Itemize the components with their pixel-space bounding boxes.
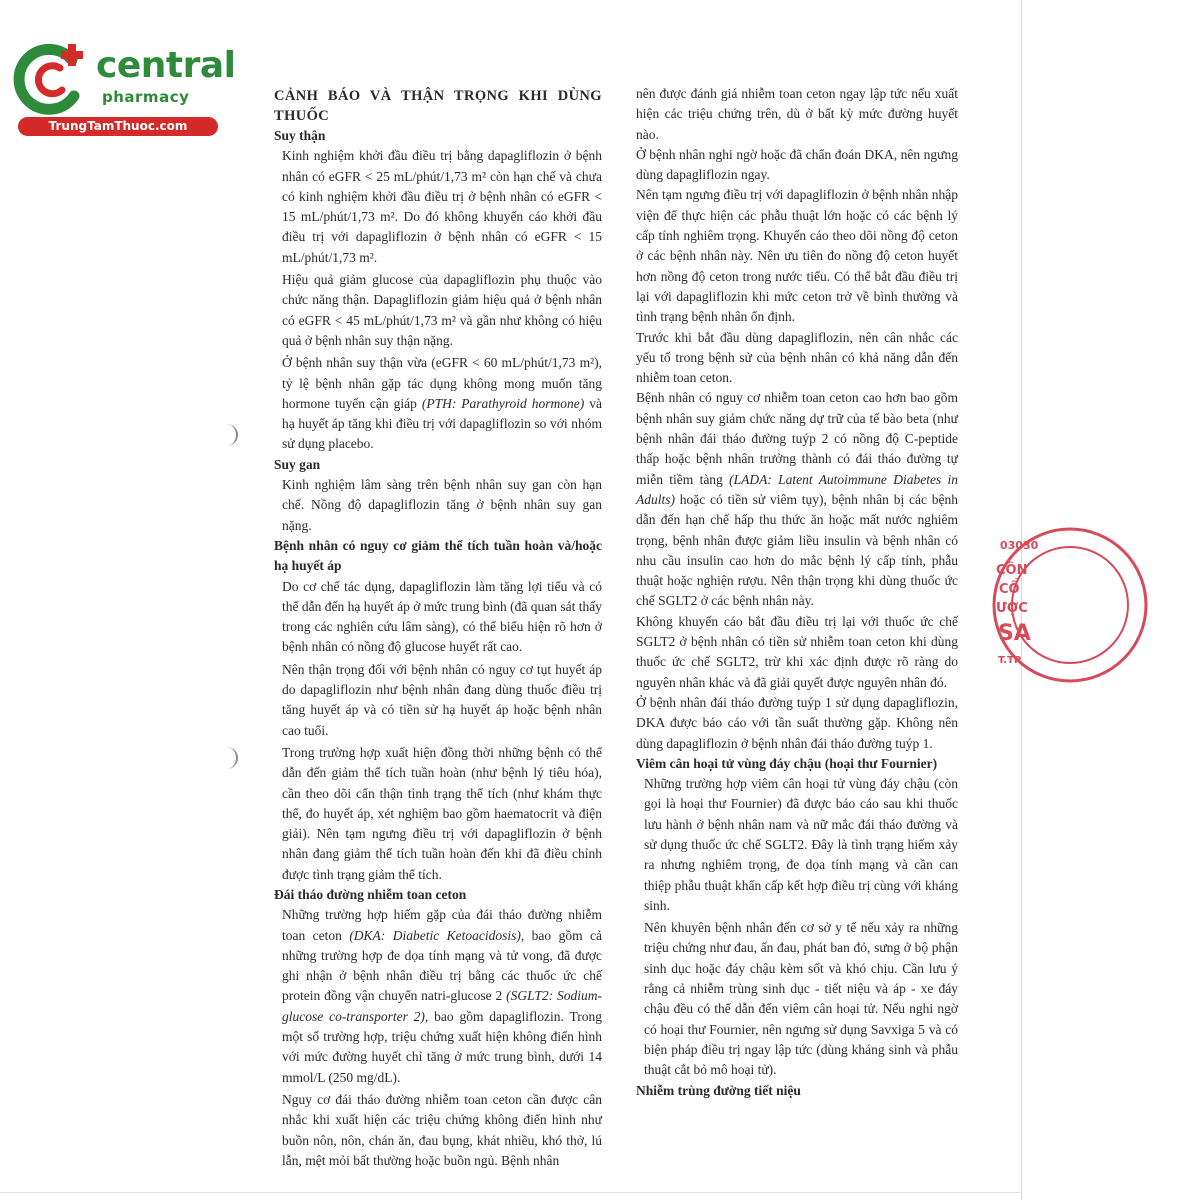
heading-suy-gan: Suy gan xyxy=(274,456,321,472)
punch-hole xyxy=(220,747,238,769)
stamp-text: T.TP xyxy=(998,655,1022,666)
logo-c-cross-icon xyxy=(10,38,94,122)
paragraph xyxy=(274,353,602,454)
heading-fournier: Viêm cân hoại tử vùng đáy chậu (hoại thư Fournier) xyxy=(636,755,938,771)
section-title: CẢNH BÁO VÀ THẬN TRỌNG KHI DÙNG THUỐC xyxy=(274,88,602,124)
paragraph: Những trường hợp viêm cân hoại tử vùng đáy chậu (còn gọi là hoại thư Fournier) đã được báo cáo sau khi thuốc lưu hành ở bệnh nhân nam và nữ mắc đái tháo đường và sử dụng thuốc ức chế SGLT2. Đây là tình trạng hiếm xảy ra nhưng nghiêm trọng, đe dọa tính mạng và cần can thiệp phẫu thuật khẩn cấp kết hợp điều trị cùng với kháng sinh. xyxy=(644,776,958,913)
heading-nhiem-trung: Nhiễm trùng đường tiết niệu xyxy=(636,1082,801,1098)
paragraph: Kinh nghiệm lâm sàng trên bệnh nhân suy gan còn hạn chế. Nồng độ dapagliflozin tăng ở bệnh nhân suy gan nặng. xyxy=(282,477,602,533)
paragraph: Trước khi bắt đầu dùng dapagliflozin, nên cân nhắc các yếu tố trong bệnh sử của bệnh nhân có khả năng dẫn đến nhiễm toan ceton. xyxy=(636,329,958,386)
paragraph: Nguy cơ đái tháo đường nhiễm toan ceton cần được cân nhắc khi xuất hiện các triệu chứng không điển hình như buồn nôn, nôn, chán ăn, đau bụng, khát nhiều, khó thở, lú lẫn, mệt mỏi bất thường hoặc buồn ngủ. Bệnh nhân xyxy=(282,1091,602,1168)
logo-url[interactable]: TrungTamThuoc.com xyxy=(18,117,218,136)
italic-term: (DKA: Diabetic Ketoacidosis) xyxy=(349,927,521,943)
text: Bệnh nhân có nguy cơ nhiễm toan ceton cao hơn bao gồm bệnh nhân suy giảm chức năng dự trữ của tế bào beta (như bệnh nhân đái tháo đường tuýp 2 có nồng độ C-peptide thấp hoặc bệnh nhân trưởng thành có đái tháo đường tự miễn tiềm tàng xyxy=(636,390,958,487)
text: Ở bệnh nhân suy thận vừa (eGFR < 60 mL/phút/1,73 m²), tỷ lệ bệnh nhân gặp tác dụng không mong muốn tăng hormone tuyến cận giáp xyxy=(282,355,602,411)
italic-term: (LADA: Latent Autoimmune Diabetes in Adults) xyxy=(636,471,958,507)
paragraph: nên được đánh giá nhiễm toan ceton ngay lập tức nếu xuất hiện các triệu chứng trên, dù ở bất kỳ mức đường huyết nào. xyxy=(636,86,958,142)
left-column xyxy=(274,82,602,1171)
logo-sub: pharmacy xyxy=(102,88,190,106)
italic-term: (SGLT2: Sodium-glucose co-transporter 2) xyxy=(282,988,602,1024)
punch-hole xyxy=(220,424,238,446)
company-stamp xyxy=(990,525,1039,685)
paragraph xyxy=(274,905,602,1088)
paragraph: Ở bệnh nhân nghi ngờ hoặc đã chẩn đoán DKA, nên ngưng dùng dapagliflozin ngay. xyxy=(636,146,958,183)
stamp-text: ƯỢC xyxy=(996,601,1028,616)
text: , bao gồm dapagliflozin. Trong một số trường hợp, triệu chứng xuất hiện không điển hình với mức đường huyết chỉ tăng ở mức trung bình, dưới 14 mmol/L (250 mg/dL). xyxy=(282,1008,602,1085)
stamp-text: CÔN xyxy=(996,563,1028,578)
text: và hạ huyết áp tăng khi điều trị với dapagliflozin so với nhóm sử dụng placebo. xyxy=(282,395,602,452)
paragraph: Hiệu quả giảm glucose của dapagliflozin phụ thuộc vào chức năng thận. Dapagliflozin giảm hiệu quả ở bệnh nhân có eGFR < 45 mL/phút/1,73 m² và gần như không có hiệu quả ở bệnh nhân suy thận nặng. xyxy=(282,272,602,348)
stamp-text: SA xyxy=(998,621,1031,646)
logo-brand: central xyxy=(96,45,236,86)
text: Những trường hợp hiếm gặp của đái tháo đường nhiễm toan ceton xyxy=(282,907,602,943)
heading-dka: Đái tháo đường nhiễm toan ceton xyxy=(274,886,467,902)
stamp-text: CỔ xyxy=(999,582,1020,597)
paragraph xyxy=(636,388,958,611)
right-column xyxy=(636,84,958,1101)
paragraph: Nên thận trọng đối với bệnh nhân có nguy cơ tụt huyết áp do dapagliflozin như bệnh nhân đang dùng thuốc điều trị tăng huyết áp và có tiền sử hạ huyết áp hoặc bệnh nhân cao tuổi. xyxy=(282,661,602,738)
text: hoặc có tiền sử viêm tụy), bệnh nhân bị các bệnh dẫn đến hạn chế hấp thu thức ăn hoặc mất nước nghiêm trọng, bệnh nhân được giảm liều insulin và bệnh nhân có nhu cầu insulin cao hơn do mắc bệnh lý cấp tính, phẫu thuật hoặc nghiện rượu. Nên thận trọng khi dùng thuốc ức chế SGLT2 ở các bệnh nhân này. xyxy=(636,491,958,609)
central-pharmacy-logo[interactable] xyxy=(10,36,236,136)
paragraph: Nên tạm ngưng điều trị với dapagliflozin ở bệnh nhân nhập viện để thực hiện các phẫu thuật lớn hoặc có các bệnh lý cấp tính nghiêm trọng. Khuyến cáo theo dõi nồng độ ceton ở các bệnh nhân này. Nên ưu tiên đo nồng độ ceton huyết hơn nồng độ ceton trong nước tiểu. Có thể bắt đầu điều trị lại với dapagliflozin khi mức ceton trở về bình thường và tình trạng bệnh nhân ổn định. xyxy=(636,187,958,325)
paragraph: Do cơ chế tác dụng, dapagliflozin làm tăng lợi tiểu và có thể dẫn đến hạ huyết áp ở mức trung bình (đã quan sát thấy trong các nghiên cứu lâm sàng), có thể biểu hiện rõ hơn ở bệnh nhân có nồng độ glucose huyết rất cao. xyxy=(282,578,602,655)
paper-edge-bottom xyxy=(0,1192,1022,1193)
heading-giam-the-tich: Bệnh nhân có nguy cơ giảm thể tích tuần hoàn và/hoặc hạ huyết áp xyxy=(274,537,602,574)
paragraph: Kinh nghiệm khởi đầu điều trị bằng dapagliflozin ở bệnh nhân có eGFR < 25 mL/phút/1,73 m² còn hạn chế và chưa có kinh nghiệm khởi đầu điều trị ở bệnh nhân có eGFR < 15 mL/phút/1,73 m². Do đó không khuyến cáo khởi đầu điều trị với dapagliflozin ở bệnh nhân có eGFR < 15 mL/phút/1,73 m². xyxy=(282,148,602,265)
text: , bao gồm cả những trường hợp đe dọa tính mạng và tử vong, đã được ghi nhận ở bệnh nhân điều trị bằng các thuốc ức chế protein đồng vận chuyển natri-glucose 2 xyxy=(282,927,602,1004)
italic-term: (PTH: Parathyroid hormone) xyxy=(421,395,585,411)
paragraph: Ở bệnh nhân đái tháo đường tuýp 1 sử dụng dapagliflozin, DKA được báo cáo với tần suất thường gặp. Không nên dùng dapagliflozin ở bệnh nhân đái tháo đường tuýp 1. xyxy=(636,694,958,751)
heading-suy-than: Suy thận xyxy=(274,128,326,143)
paragraph: Không khuyến cáo bắt đầu điều trị lại với thuốc ức chế SGLT2 ở bệnh nhân có tiền sử nhiễm toan ceton khi dùng thuốc ức chế SGLT2, trừ khi xác định được rõ ràng do nguyên nhân khác và đã giải quyết được nguyên nhân đó. xyxy=(636,613,958,690)
stamp-text: 03030 xyxy=(1000,539,1039,552)
paragraph: Trong trường hợp xuất hiện đồng thời những bệnh có thể dẫn đến giảm thể tích tuần hoàn (như bệnh lý tiêu hóa), cần theo dõi cẩn thận tình trạng thể tích (như khám thực thể, đo huyết áp, xét nghiệm bao gồm haematocrit và điện giải). Nên tạm ngưng điều trị với dapagliflozin ở bệnh nhân đang giảm thể tích tuần hoàn đến khi đã điều chỉnh được tình trạng giảm thể tích. xyxy=(282,744,602,882)
paragraph: Nên khuyên bệnh nhân đến cơ sở y tế nếu xảy ra những triệu chứng như đau, ấn đau, phát ban đỏ, sưng ở bộ phận sinh dục hoặc đáy chậu kèm sốt và khó chịu. Cần lưu ý rằng cả nhiễm trùng sinh dục - tiết niệu và áp - xe đáy chậu đều có thể dẫn đến viêm cân hoại tử. Nếu nghi ngờ có hoại thư Fournier, nên ngưng sử dụng Savxiga 5 và có biện pháp điều trị ngay lập tức (dùng kháng sinh và phẫu thuật cắt bỏ mô hoại tử). xyxy=(644,920,958,1078)
